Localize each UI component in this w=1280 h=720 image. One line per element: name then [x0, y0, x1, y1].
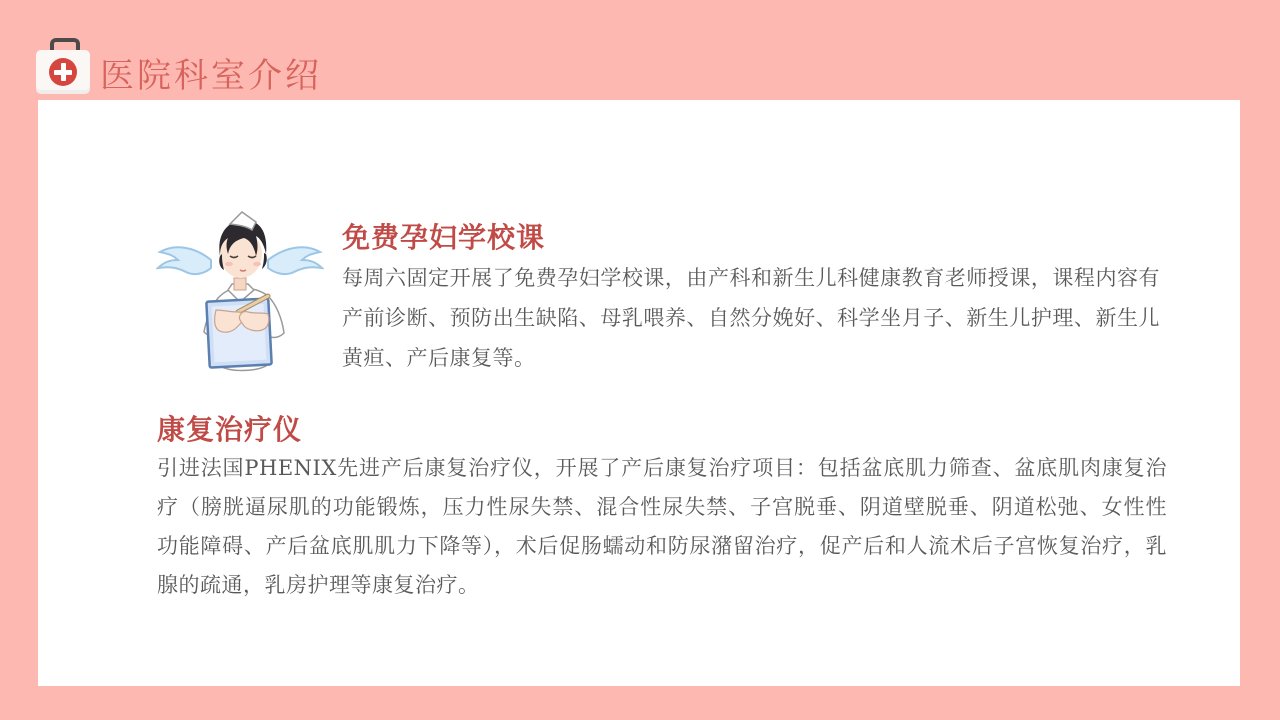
kit-box	[36, 50, 90, 94]
section-heading-pregnant-school: 免费孕妇学校课	[342, 221, 546, 254]
kit-cross-circle	[49, 58, 77, 86]
section-body-pregnant-school: 每周六固定开展了免费孕妇学校课，由产科和新生儿科健康教育老师授课，课程内容有产前诊断、预防出生缺陷、母乳喂养、自然分娩好、科学坐月子、新生儿护理、新生儿黄疸、产后康复等。	[342, 266, 1160, 370]
first-aid-kit-icon	[36, 38, 92, 96]
section-heading-rehab-device: 康复治疗仪	[157, 413, 303, 446]
page-title: 医院科室介绍	[100, 56, 322, 96]
nurse-illustration	[156, 198, 324, 378]
section-body-rehab-device: 引进法国PHENIX先进产后康复治疗仪，开展了产后康复治疗项目：包括盆底肌力筛查、盆底肌肉康复治疗（膀胱逼尿肌的功能锻炼，压力性尿失禁、混合性尿失禁、子宫脱垂、阴道壁脱垂、阴道松弛、女性性功能障碍、产后盆底肌肌力下降等），术后促肠蠕动和防尿潴留治疗，促产后和人流术后子宫恢复治疗，乳腺的疏通，乳房护理等康复治疗。	[157, 456, 1167, 597]
